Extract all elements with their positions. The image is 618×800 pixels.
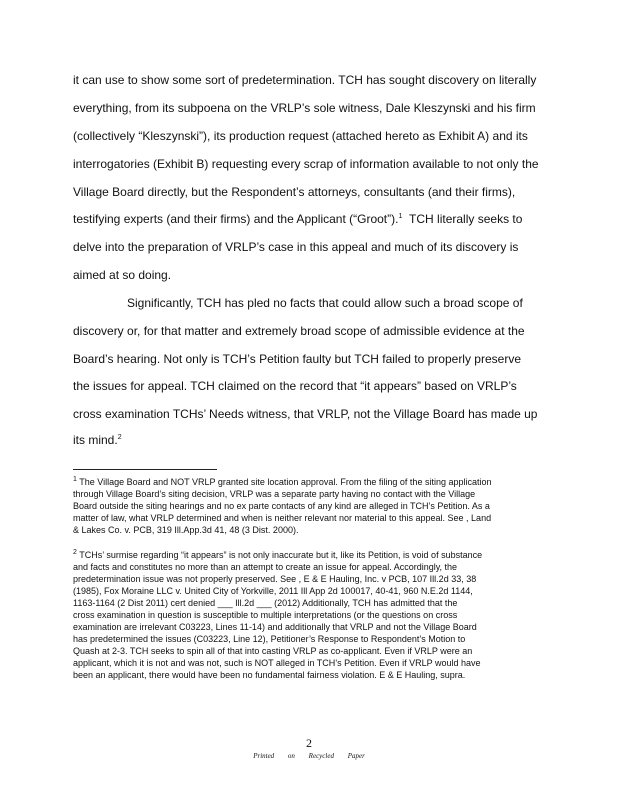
- footnote-line: [73, 477, 573, 488]
- footnote-line: and facts and constitutes no more than an attempt to create an issue for appeal. Accordingly, the: [73, 562, 458, 572]
- footnote-text: TCHs’ surmise regarding “it appears” is not only inaccurate but it, like its Petition, is void of substance: [79, 550, 483, 560]
- body-line: Board’s hearing. Not only is TCH’s Petition faulty but TCH failed to properly preserve: [73, 352, 521, 366]
- body-line-text: testifying experts (and their firms) and the Applicant (“Groot”).: [73, 212, 399, 226]
- body-line: [73, 433, 553, 447]
- body-line: aimed at so doing.: [73, 268, 172, 282]
- body-line: Significantly, TCH has pled no facts that could allow such a broad scope of: [127, 296, 523, 310]
- body-line: it can use to show some sort of predetermination. TCH has sought discovery on literally: [73, 73, 537, 87]
- footnote-line: examination are irrelevant C03223, Lines 11-14) and additionally that VRLP and not the Village Board: [73, 622, 477, 632]
- footnote-line: matter of law, what VRLP determined and when is neither relevant nor material to this appeal. See , Land: [73, 513, 492, 523]
- footnote-line: [73, 550, 573, 561]
- body-line: [73, 212, 553, 226]
- body-line: the issues for appeal. TCH claimed on the record that “it appears” based on VRLP’s: [73, 379, 517, 393]
- footnote-line: Board outside the siting hearings and no ex parte contacts of any kind are alleged in TCH’s Petition. As a: [73, 501, 490, 511]
- footnote-line: cross examination in question is susceptible to multiple interpretations (or the questions on cross: [73, 610, 458, 620]
- footnote-mark: 2: [73, 549, 77, 556]
- body-line: interrogatories (Exhibit B) requesting every scrap of information available to not only the: [73, 157, 539, 171]
- footnote-ref: 2: [117, 434, 122, 441]
- footnote-line: been an applicant, there would have been no fundamental fairness violation. E & E Hauling, supra.: [73, 670, 466, 680]
- footnote-line: through Village Board’s siting decision, VRLP was a separate party having no contact with the Village: [73, 489, 476, 499]
- page-footer: Printed on Recycled Paper: [253, 752, 365, 760]
- footnote-ref: 1: [398, 213, 403, 220]
- body-line-tail: TCH literally seeks to: [409, 212, 523, 226]
- footnote-separator: [73, 469, 217, 470]
- footnote-text: The Village Board and NOT VRLP granted site location approval. From the filing of the siting application: [79, 477, 492, 487]
- footnote-line: (1985), Fox Moraine LLC v. United City of Yorkville, 2011 Ill App 2d 100017, 40-41, 960 N.E.2d 1144,: [73, 586, 473, 596]
- footnote-line: Quash at 2-3. TCH seeks to spin all of that into casting VRLP as co-applicant. Even if VRLP were an: [73, 646, 473, 656]
- footnote-mark: 1: [73, 476, 77, 483]
- footnote-line: predetermination issue was not properly preserved. See , E & E Hauling, Inc. v PCB, 107 Ill.2d 33, 38: [73, 574, 477, 584]
- body-line: everything, from its subpoena on the VRLP’s sole witness, Dale Kleszynski and his firm: [73, 101, 536, 115]
- body-line: discovery or, for that matter and extremely broad scope of admissible evidence at the: [73, 324, 525, 338]
- footnote-line: has predetermined the issues (C03223, Line 12), Petitioner’s Response to Respondent’s Motion to: [73, 634, 466, 644]
- footnote-line: & Lakes Co. v. PCB, 319 Ill.App.3d 41, 48 (3 Dist. 2000).: [73, 525, 299, 535]
- page-number: 2: [306, 736, 312, 750]
- footnote-line: applicant, which it is not and was not, such is NOT alleged in TCH’s Petition. Even if VRLP would have: [73, 658, 481, 668]
- body-line: cross examination TCHs’ Needs witness, that VRLP, not the Village Board has made up: [73, 407, 538, 421]
- body-line: Village Board directly, but the Respondent’s attorneys, consultants (and their firms),: [73, 185, 516, 199]
- footnote-line: 1163-1164 (2 Dist 2011) cert denied ___ Ill.2d ___ (2012) Additionally, TCH has admitted that the: [73, 598, 458, 608]
- body-line: delve into the preparation of VRLP’s case in this appeal and much of its discovery is: [73, 240, 519, 254]
- body-line-text: its mind.: [73, 433, 118, 447]
- body-line: (collectively “Kleszynski”), its production request (attached hereto as Exhibit A) and its: [73, 129, 528, 143]
